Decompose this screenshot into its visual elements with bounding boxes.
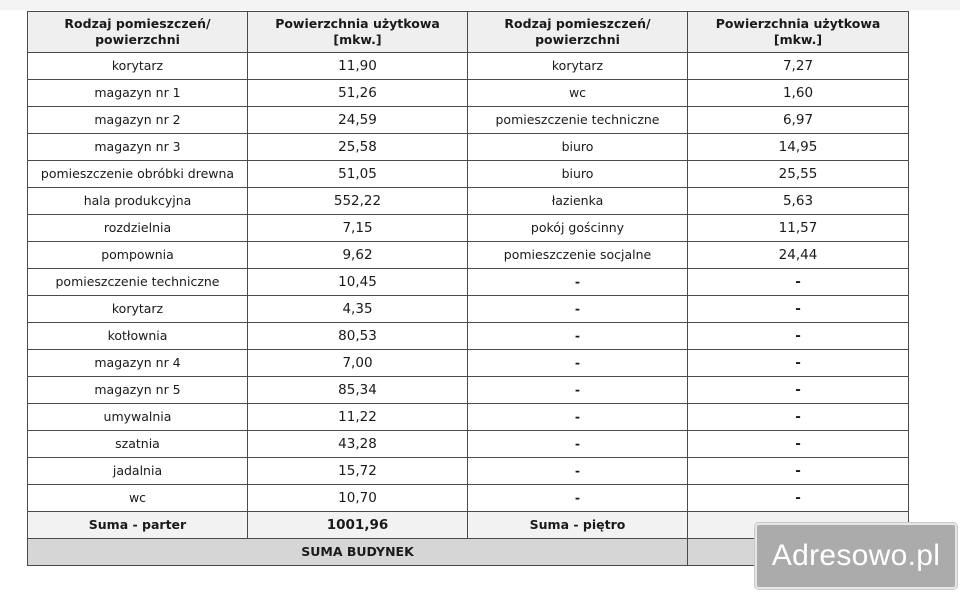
- sum-parter-label: Suma - parter: [28, 512, 248, 539]
- area-table-container: [27, 11, 909, 566]
- table-row: [28, 404, 909, 431]
- cell-area-floor: -: [688, 404, 909, 431]
- top-strip: [0, 0, 960, 10]
- cell-area-floor: 6,97: [688, 107, 909, 134]
- cell-area-floor: 14,95: [688, 134, 909, 161]
- cell-room-floor: -: [468, 350, 688, 377]
- cell-area-ground: 10,45: [248, 269, 468, 296]
- cell-room-ground: kotłownia: [28, 323, 248, 350]
- cell-area-ground: 7,00: [248, 350, 468, 377]
- cell-area-ground: 11,90: [248, 53, 468, 80]
- table-row: [28, 80, 909, 107]
- header-room-type-floor: Rodzaj pomieszczeń/ powierzchni: [468, 12, 688, 53]
- header-room-type-ground: Rodzaj pomieszczeń/ powierzchni: [28, 12, 248, 53]
- cell-room-floor: biuro: [468, 134, 688, 161]
- cell-area-floor: 7,27: [688, 53, 909, 80]
- cell-area-ground: 552,22: [248, 188, 468, 215]
- table-row: [28, 242, 909, 269]
- cell-area-floor: 25,55: [688, 161, 909, 188]
- cell-room-floor: korytarz: [468, 53, 688, 80]
- cell-room-floor: -: [468, 458, 688, 485]
- cell-room-floor: -: [468, 485, 688, 512]
- cell-room-floor: -: [468, 323, 688, 350]
- cell-area-ground: 10,70: [248, 485, 468, 512]
- table-row: [28, 485, 909, 512]
- cell-area-ground: 51,05: [248, 161, 468, 188]
- cell-room-ground: hala produkcyjna: [28, 188, 248, 215]
- building-total-label: SUMA BUDYNEK: [28, 539, 688, 566]
- cell-area-ground: 80,53: [248, 323, 468, 350]
- cell-room-ground: korytarz: [28, 296, 248, 323]
- cell-room-floor: pomieszczenie socjalne: [468, 242, 688, 269]
- sum-parter-value: 1001,96: [248, 512, 468, 539]
- cell-area-floor: -: [688, 269, 909, 296]
- header-area-floor: Powierzchnia użytkowa [mkw.]: [688, 12, 909, 53]
- table-row: [28, 107, 909, 134]
- table-row: [28, 323, 909, 350]
- cell-room-floor: biuro: [468, 161, 688, 188]
- cell-room-ground: szatnia: [28, 431, 248, 458]
- cell-area-floor: -: [688, 458, 909, 485]
- table-body: [28, 53, 909, 512]
- cell-area-floor: 24,44: [688, 242, 909, 269]
- cell-area-ground: 24,59: [248, 107, 468, 134]
- table-row: [28, 161, 909, 188]
- cell-area-floor: -: [688, 350, 909, 377]
- cell-area-ground: 11,22: [248, 404, 468, 431]
- header-row: [28, 12, 909, 53]
- table-row: [28, 188, 909, 215]
- cell-room-ground: magazyn nr 1: [28, 80, 248, 107]
- cell-room-ground: pomieszczenie techniczne: [28, 269, 248, 296]
- cell-room-ground: magazyn nr 3: [28, 134, 248, 161]
- header-area-ground: Powierzchnia użytkowa [mkw.]: [248, 12, 468, 53]
- cell-room-floor: -: [468, 431, 688, 458]
- cell-area-ground: 9,62: [248, 242, 468, 269]
- cell-area-ground: 51,26: [248, 80, 468, 107]
- cell-area-floor: -: [688, 485, 909, 512]
- cell-area-floor: 5,63: [688, 188, 909, 215]
- cell-area-floor: -: [688, 431, 909, 458]
- cell-room-ground: pomieszczenie obróbki drewna: [28, 161, 248, 188]
- sum-pietro-label: Suma - piętro: [468, 512, 688, 539]
- cell-room-ground: magazyn nr 2: [28, 107, 248, 134]
- cell-room-floor: -: [468, 404, 688, 431]
- cell-area-ground: 43,28: [248, 431, 468, 458]
- cell-area-floor: -: [688, 323, 909, 350]
- cell-room-floor: pokój gościnny: [468, 215, 688, 242]
- watermark-logo: Adresowo.pl: [755, 523, 957, 589]
- table-row: [28, 350, 909, 377]
- cell-area-ground: 4,35: [248, 296, 468, 323]
- table-row: [28, 458, 909, 485]
- cell-room-ground: wc: [28, 485, 248, 512]
- table-row: [28, 134, 909, 161]
- table-row: [28, 296, 909, 323]
- cell-room-ground: magazyn nr 4: [28, 350, 248, 377]
- cell-room-floor: pomieszczenie techniczne: [468, 107, 688, 134]
- area-table: [27, 11, 909, 566]
- cell-room-ground: jadalnia: [28, 458, 248, 485]
- cell-area-floor: 1,60: [688, 80, 909, 107]
- table-row: [28, 53, 909, 80]
- cell-area-floor: -: [688, 296, 909, 323]
- table-row: [28, 377, 909, 404]
- cell-room-floor: -: [468, 296, 688, 323]
- cell-room-floor: -: [468, 377, 688, 404]
- cell-area-ground: 25,58: [248, 134, 468, 161]
- cell-area-floor: 11,57: [688, 215, 909, 242]
- cell-area-ground: 7,15: [248, 215, 468, 242]
- cell-room-ground: rozdzielnia: [28, 215, 248, 242]
- cell-area-ground: 15,72: [248, 458, 468, 485]
- cell-area-ground: 85,34: [248, 377, 468, 404]
- cell-room-floor: łazienka: [468, 188, 688, 215]
- cell-room-ground: korytarz: [28, 53, 248, 80]
- table-row: [28, 431, 909, 458]
- table-row: [28, 269, 909, 296]
- cell-room-floor: wc: [468, 80, 688, 107]
- cell-room-ground: umywalnia: [28, 404, 248, 431]
- cell-room-ground: pompownia: [28, 242, 248, 269]
- table-row: [28, 215, 909, 242]
- cell-room-floor: -: [468, 269, 688, 296]
- cell-room-ground: magazyn nr 5: [28, 377, 248, 404]
- cell-area-floor: -: [688, 377, 909, 404]
